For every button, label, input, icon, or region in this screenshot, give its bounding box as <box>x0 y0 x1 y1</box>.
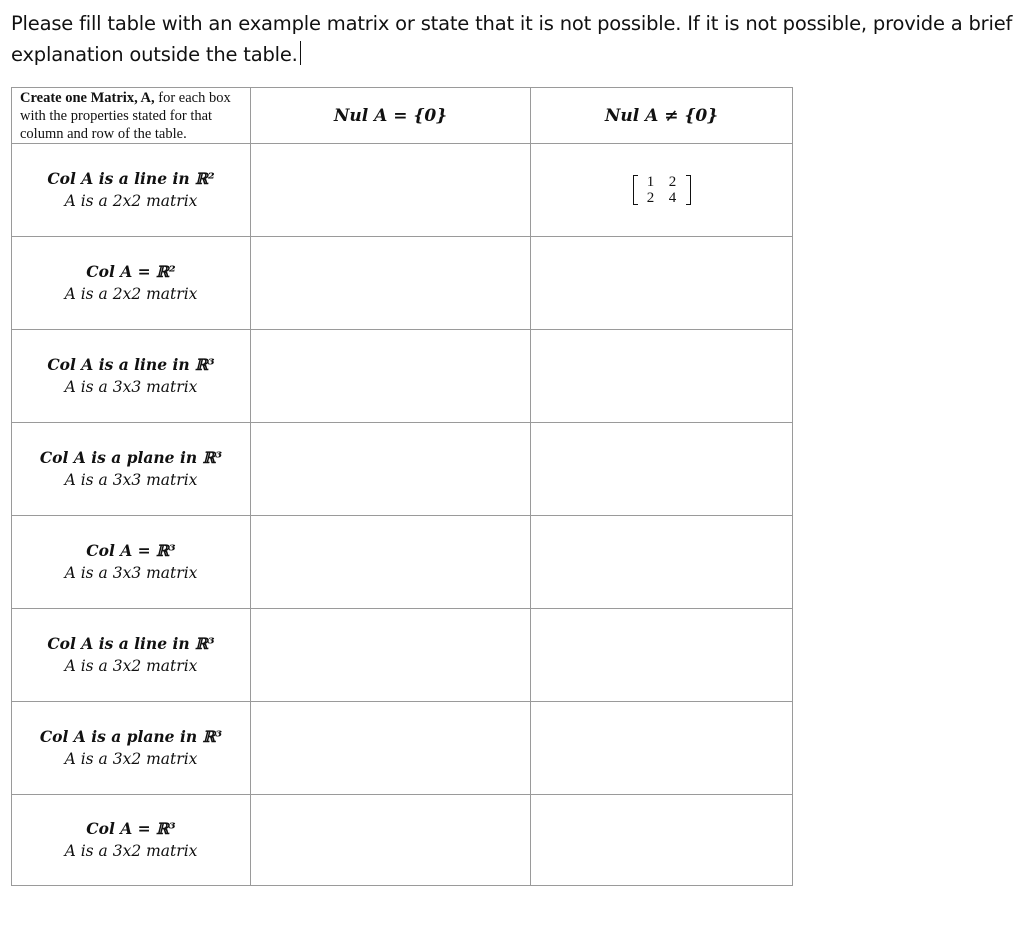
corner-cell[interactable] <box>12 88 251 144</box>
instruction-line-2-text: explanation outside the table. <box>11 43 298 66</box>
answer-cell[interactable] <box>251 516 531 609</box>
row-label-line2: A is a 3x2 matrix <box>64 750 198 768</box>
table-row <box>12 237 793 330</box>
row-label-line2: A is a 2x2 matrix <box>64 285 198 303</box>
corner-instructions <box>12 88 250 143</box>
row-label-line2: A is a 3x2 matrix <box>64 657 198 675</box>
matrix-row <box>640 174 684 190</box>
column-header-label: Nul A ≠ {0} <box>604 105 719 126</box>
matrix-entry: 1 <box>646 174 655 190</box>
row-label-line1: Col A is a line in ℝ³ <box>47 355 215 374</box>
row-label-line1: Col A is a line in ℝ³ <box>47 634 215 653</box>
row-label-cell <box>12 516 251 609</box>
matrix-row <box>640 190 684 206</box>
column-header-nul-nonzero[interactable] <box>531 88 793 144</box>
answer-cell[interactable] <box>531 795 793 886</box>
answer-cell[interactable] <box>251 144 531 237</box>
row-label-line1: Col A = ℝ³ <box>86 541 176 560</box>
answer-cell[interactable] <box>251 702 531 795</box>
table-row <box>12 423 793 516</box>
row-label-line1: Col A = ℝ² <box>86 262 176 281</box>
row-label-line2: A is a 3x3 matrix <box>64 564 198 582</box>
row-label-line1: Col A is a line in ℝ² <box>47 169 215 188</box>
matrix-entry: 4 <box>668 190 677 206</box>
answer-cell[interactable] <box>251 237 531 330</box>
answer-cell[interactable] <box>531 702 793 795</box>
answer-cell[interactable] <box>531 516 793 609</box>
instruction-line-2 <box>11 39 1021 70</box>
row-label-cell <box>12 795 251 886</box>
matrix-entry: 2 <box>646 190 655 206</box>
row-label-cell <box>12 144 251 237</box>
answer-cell[interactable] <box>531 237 793 330</box>
instruction-text[interactable] <box>11 8 1021 70</box>
answer-cell[interactable] <box>531 423 793 516</box>
example-matrix <box>633 174 691 206</box>
matrix-entry: 2 <box>668 174 677 190</box>
answer-cell[interactable] <box>251 423 531 516</box>
row-label-line1: Col A is a plane in ℝ³ <box>39 448 223 467</box>
row-label-cell <box>12 423 251 516</box>
table-row <box>12 795 793 886</box>
row-label-line2: A is a 3x3 matrix <box>64 378 198 396</box>
table-row <box>12 144 793 237</box>
row-label-cell <box>12 609 251 702</box>
row-label-line2: A is a 3x3 matrix <box>64 471 198 489</box>
table-row <box>12 609 793 702</box>
text-cursor <box>300 41 301 65</box>
table-row <box>12 516 793 609</box>
answer-cell[interactable] <box>251 795 531 886</box>
row-label-cell <box>12 237 251 330</box>
row-label-line2: A is a 2x2 matrix <box>64 192 198 210</box>
table-header-row <box>12 88 793 144</box>
row-label-line2: A is a 3x2 matrix <box>64 842 198 860</box>
corner-rest-text: for each box with the properties stated for that column and row of the table. <box>20 90 231 142</box>
column-header-nul-zero[interactable] <box>251 88 531 144</box>
row-label-cell <box>12 330 251 423</box>
answer-cell[interactable] <box>531 144 793 237</box>
row-label-line1: Col A = ℝ³ <box>86 819 176 838</box>
answer-cell[interactable] <box>251 609 531 702</box>
table-row <box>12 702 793 795</box>
answer-cell[interactable] <box>251 330 531 423</box>
instruction-line-1: Please fill table with an example matrix or state that it is not possible. If it is not possible, provide a brief <box>11 12 1013 35</box>
answer-cell[interactable] <box>531 609 793 702</box>
row-label-cell <box>12 702 251 795</box>
answer-cell[interactable] <box>531 330 793 423</box>
matrix-table <box>11 87 793 886</box>
corner-bold-text: Create one Matrix, A, <box>20 90 155 106</box>
row-label-line1: Col A is a plane in ℝ³ <box>39 727 223 746</box>
column-header-label: Nul A = {0} <box>333 105 448 126</box>
table-row <box>12 330 793 423</box>
